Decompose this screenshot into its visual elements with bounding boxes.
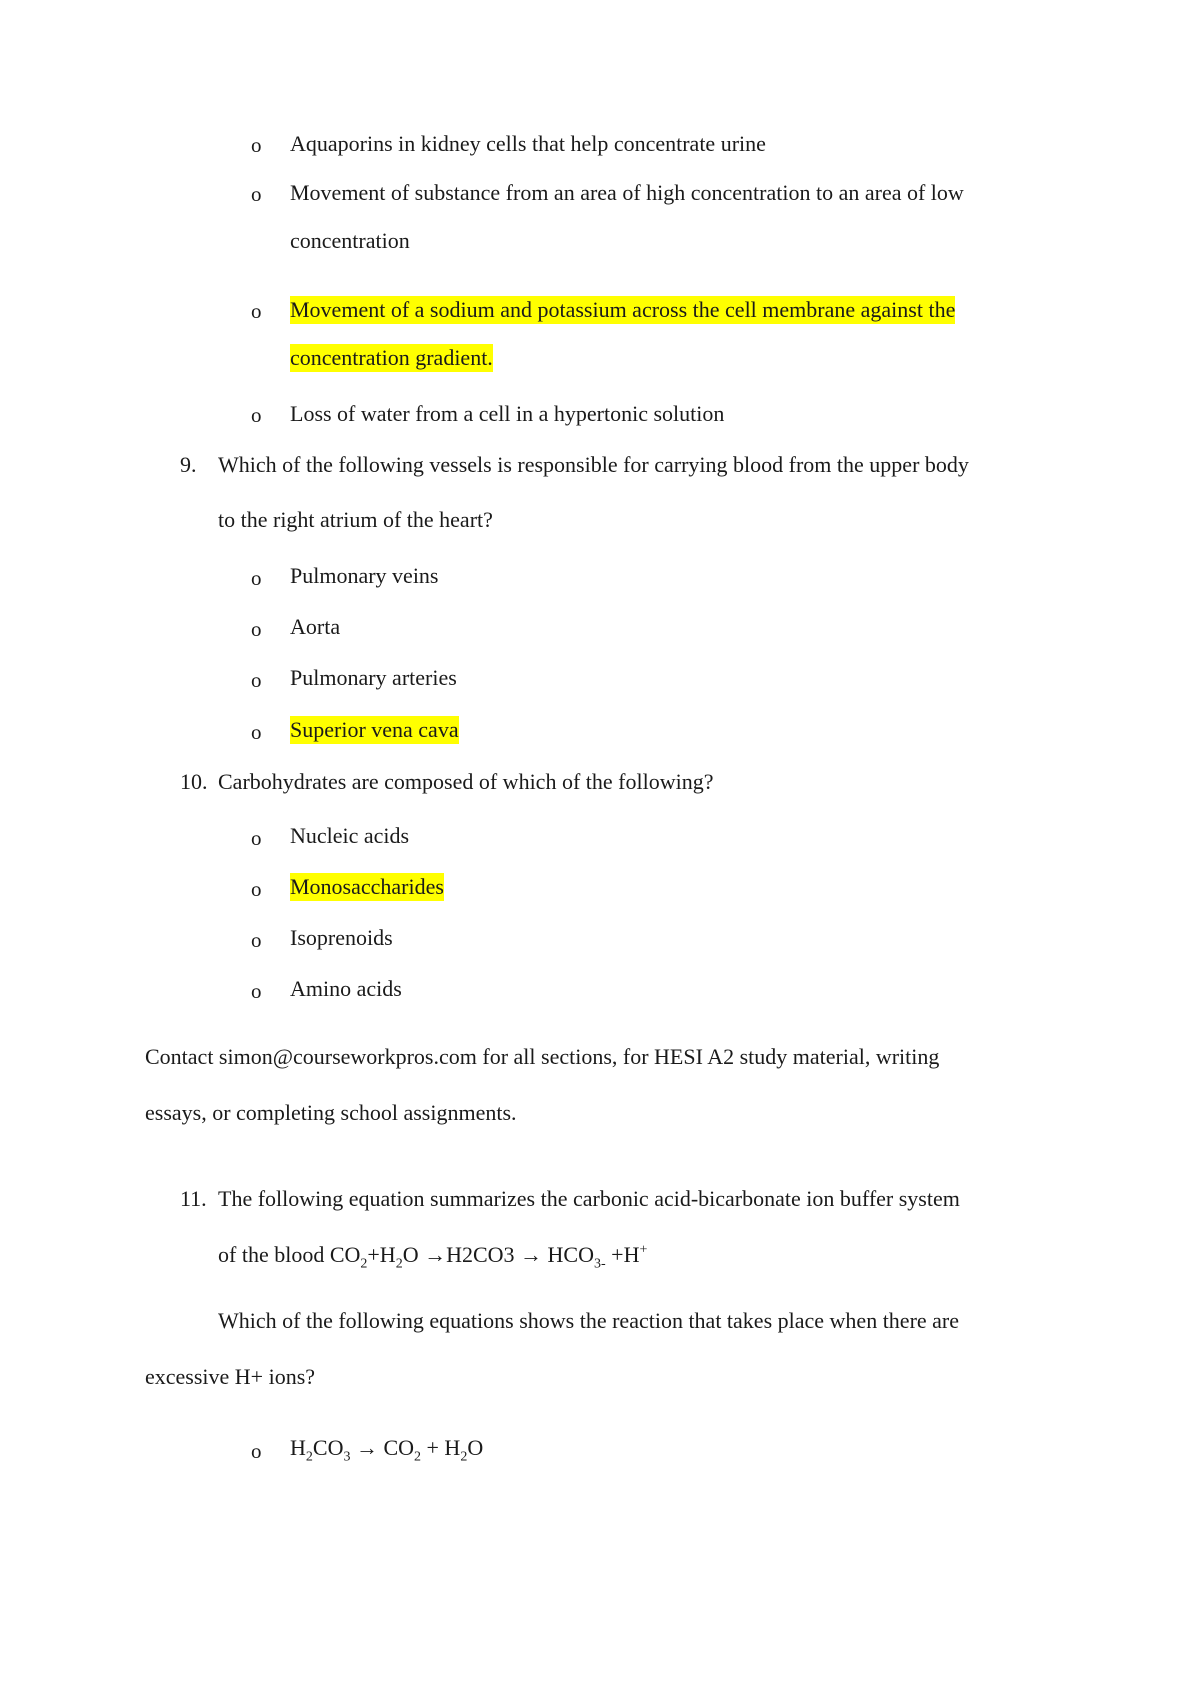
q11-option-1: $H_2CO_3 \to CO_2 + H_2O$ [290, 1435, 484, 1465]
q9-text-cont: to the right atrium of the heart? [218, 507, 493, 532]
bullet-icon: o [251, 826, 262, 850]
bullet-icon: o [251, 877, 262, 901]
q9-option-2: Aorta [290, 614, 341, 639]
bullet-icon: o [251, 1439, 262, 1463]
q8-option-3-highlighted: Movement of a sodium and potassium across the cell membrane against the [290, 297, 956, 322]
bullet-icon: o [251, 403, 262, 427]
bullet-icon: o [251, 133, 262, 157]
q10-option-4: Amino acids [290, 976, 402, 1001]
q8-option-3-cont-highlighted: concentration gradient. [290, 345, 493, 370]
q9-option-4-highlighted: Superior vena cava [290, 717, 459, 742]
arrow-icon: → [355, 1435, 378, 1460]
bullet-icon: o [251, 668, 262, 692]
q10-number: 10. [180, 769, 208, 794]
bullet-icon: o [251, 617, 262, 641]
q11-text: The following equation summarizes the carbonic acid-bicarbonate ion buffer system [218, 1186, 960, 1211]
bullet-icon: o [251, 720, 262, 744]
q9-text: Which of the following vessels is responsible for carrying blood from the upper body [218, 452, 969, 477]
bullet-icon: o [251, 979, 262, 1003]
arrow-icon: → [424, 1242, 447, 1267]
q9-option-1: Pulmonary veins [290, 563, 439, 588]
q8-option-2: Movement of substance from an area of high concentration to an area of low [290, 180, 964, 205]
q8-option-4: Loss of water from a cell in a hypertonic solution [290, 401, 725, 426]
q10-text: Carbohydrates are composed of which of the following? [218, 769, 714, 794]
q11-followup: Which of the following equations shows the reaction that takes place when there are [218, 1308, 960, 1333]
q11-equation: of the blood $CO_2+H_2O \to H2CO3 \to HCO_{3-} +H^+$ [218, 1242, 648, 1272]
contact-text-cont: essays, or completing school assignments. [145, 1100, 517, 1125]
q8-option-2-cont: concentration [290, 228, 410, 253]
bullet-icon: o [251, 566, 262, 590]
q11-followup-cont: excessive H+ ions? [145, 1364, 316, 1389]
bullet-icon: o [251, 182, 262, 206]
q11-number: 11. [180, 1186, 207, 1211]
q8-option-1: Aquaporins in kidney cells that help concentrate urine [290, 131, 766, 156]
q10-option-1: Nucleic acids [290, 823, 410, 848]
contact-text: Contact simon@courseworkpros.com for all sections, for HESI A2 study material, writing [145, 1044, 940, 1069]
q10-option-3: Isoprenoids [290, 925, 393, 950]
q10-option-2-highlighted: Monosaccharides [290, 874, 444, 899]
arrow-icon: → [520, 1242, 543, 1267]
q9-number: 9. [180, 452, 197, 477]
bullet-icon: o [251, 299, 262, 323]
q9-option-3: Pulmonary arteries [290, 665, 457, 690]
bullet-icon: o [251, 928, 262, 952]
